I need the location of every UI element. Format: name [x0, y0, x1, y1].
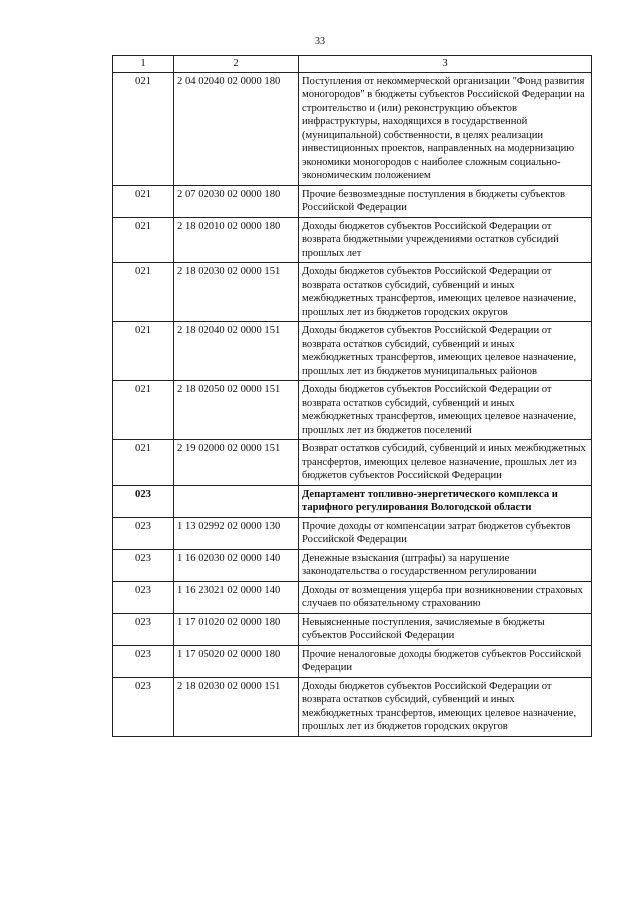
admin-code-cell: 021	[113, 72, 174, 185]
table-row	[113, 613, 592, 645]
revenue-code-cell: 1 16 23021 02 0000 140	[174, 581, 299, 613]
admin-code-cell: 023	[113, 485, 174, 517]
revenue-name-cell: Департамент топливно-энергетического комплекса и тарифного регулирования Вологодской области	[299, 485, 592, 517]
table-row	[113, 645, 592, 677]
revenue-name-cell: Доходы бюджетов субъектов Российской Федерации от возврата остатков субсидий, субвенций и иных межбюджетных трансфертов, имеющих целевое назначение, прошлых лет из бюджетов поселений	[299, 381, 592, 440]
admin-code-cell: 023	[113, 581, 174, 613]
revenue-code-cell: 2 04 02040 02 0000 180	[174, 72, 299, 185]
revenue-code-cell	[174, 485, 299, 517]
table-row	[113, 381, 592, 440]
column-header-admin: 1	[113, 56, 174, 73]
table-row	[113, 440, 592, 486]
admin-code-cell: 023	[113, 677, 174, 736]
revenue-code-cell: 2 19 02000 02 0000 151	[174, 440, 299, 486]
admin-code-cell: 023	[113, 613, 174, 645]
column-header-name: 3	[299, 56, 592, 73]
admin-code-cell: 023	[113, 645, 174, 677]
revenue-name-cell: Доходы бюджетов субъектов Российской Федерации от возврата остатков субсидий, субвенций и иных межбюджетных трансфертов, имеющих целевое назначение, прошлых лет из бюджетов муниципальных районов	[299, 322, 592, 381]
table-row	[113, 263, 592, 322]
department-row	[113, 485, 592, 517]
admin-code-cell: 021	[113, 263, 174, 322]
admin-code-cell: 021	[113, 381, 174, 440]
revenue-code-cell: 2 18 02030 02 0000 151	[174, 263, 299, 322]
admin-code-cell: 023	[113, 549, 174, 581]
revenue-code-cell: 1 13 02992 02 0000 130	[174, 517, 299, 549]
revenue-code-cell: 2 07 02030 02 0000 180	[174, 185, 299, 217]
table-row	[113, 581, 592, 613]
revenue-code-cell: 2 18 02030 02 0000 151	[174, 677, 299, 736]
revenue-name-cell: Возврат остатков субсидий, субвенций и иных межбюджетных трансфертов, имеющих целевое назначение, прошлых лет из бюджетов субъектов Российской Федерации	[299, 440, 592, 486]
admin-code-cell: 021	[113, 185, 174, 217]
revenue-code-cell: 2 18 02010 02 0000 180	[174, 217, 299, 263]
revenue-codes-table	[112, 55, 592, 737]
table-row	[113, 217, 592, 263]
admin-code-cell: 023	[113, 517, 174, 549]
revenue-name-cell: Поступления от некоммерческой организации "Фонд развития моногородов" в бюджеты субъектов Российской Федерации на строительство и (или) реконструкцию объектов инфраструктуры, находящихся в государственной (муниципальной) собственности, в целях реализации инвестиционных проектов, направленных на модернизацию экономики моногородов с наиболее сложным социально-экономическим положением	[299, 72, 592, 185]
admin-code-cell: 021	[113, 217, 174, 263]
table-row	[113, 549, 592, 581]
revenue-code-cell: 1 17 01020 02 0000 180	[174, 613, 299, 645]
revenue-name-cell: Невыясненные поступления, зачисляемые в бюджеты субъектов Российской Федерации	[299, 613, 592, 645]
revenue-name-cell: Доходы бюджетов субъектов Российской Федерации от возврата бюджетными учреждениями остатков субсидий прошлых лет	[299, 217, 592, 263]
revenue-code-cell: 1 16 02030 02 0000 140	[174, 549, 299, 581]
revenue-name-cell: Доходы бюджетов субъектов Российской Федерации от возврата остатков субсидий, субвенций и иных межбюджетных трансфертов, имеющих целевое назначение, прошлых лет из бюджетов городских округов	[299, 263, 592, 322]
revenue-name-cell: Прочие неналоговые доходы бюджетов субъектов Российской Федерации	[299, 645, 592, 677]
revenue-code-cell: 2 18 02050 02 0000 151	[174, 381, 299, 440]
column-header-code: 2	[174, 56, 299, 73]
admin-code-cell: 021	[113, 440, 174, 486]
admin-code-cell: 021	[113, 322, 174, 381]
table-row	[113, 677, 592, 736]
revenue-name-cell: Прочие доходы от компенсации затрат бюджетов субъектов Российской Федерации	[299, 517, 592, 549]
table-header-row	[113, 56, 592, 73]
revenue-name-cell: Доходы бюджетов субъектов Российской Федерации от возврата остатков субсидий, субвенций и иных межбюджетных трансфертов, имеющих целевое назначение, прошлых лет из бюджетов городских округов	[299, 677, 592, 736]
table-row	[113, 322, 592, 381]
table-body	[113, 72, 592, 736]
revenue-code-cell: 2 18 02040 02 0000 151	[174, 322, 299, 381]
revenue-code-cell: 1 17 05020 02 0000 180	[174, 645, 299, 677]
table-row	[113, 72, 592, 185]
revenue-name-cell: Денежные взыскания (штрафы) за нарушение законодательства о государственном регулировании	[299, 549, 592, 581]
table-row	[113, 517, 592, 549]
table-row	[113, 185, 592, 217]
revenue-name-cell: Доходы от возмещения ущерба при возникновении страховых случаев по обязательному страхованию	[299, 581, 592, 613]
page-number: 33	[315, 36, 325, 47]
revenue-name-cell: Прочие безвозмездные поступления в бюджеты субъектов Российской Федерации	[299, 185, 592, 217]
